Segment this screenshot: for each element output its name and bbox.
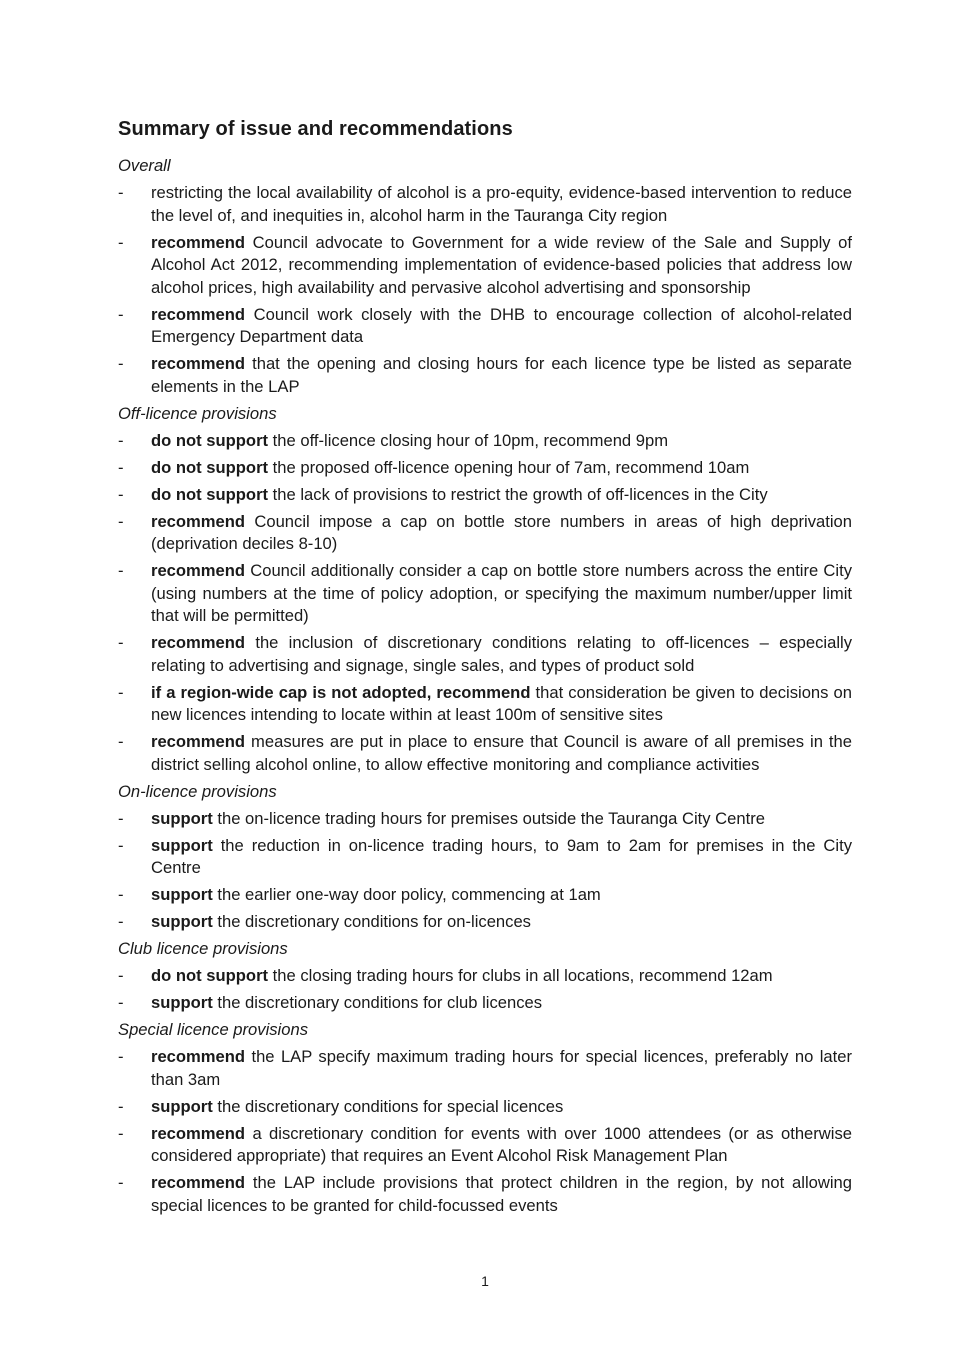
page-number: 1	[481, 1273, 489, 1289]
item-keyword: recommend	[151, 232, 246, 252]
item-text: the closing trading hours for clubs in all locations, recommend 12am	[268, 966, 773, 985]
list-item	[118, 1123, 852, 1168]
list-item	[118, 731, 852, 776]
item-text: the LAP include provisions that protect children in the region, by not allowing special licences to be granted for child-focussed events	[151, 1173, 852, 1215]
list-item	[118, 353, 852, 398]
item-keyword: support	[151, 912, 213, 931]
item-keyword: recommend	[151, 1047, 246, 1066]
list-item	[118, 682, 852, 727]
list-item	[118, 1172, 852, 1217]
list-item	[118, 457, 852, 480]
list-bullet: -	[118, 1096, 124, 1116]
list-bullet: -	[118, 484, 124, 504]
item-text: the discretionary conditions for club licences	[212, 993, 543, 1012]
list-bullet: -	[118, 808, 124, 828]
list-bullet: -	[118, 885, 124, 904]
section-heading: Club licence provisions	[118, 939, 288, 958]
list-bullet: -	[118, 232, 124, 252]
item-keyword: recommend	[151, 354, 246, 373]
section-heading: Overall	[118, 156, 171, 175]
list-bullet: -	[118, 183, 124, 202]
item-keyword: if a region-wide cap is not adopted, recommend	[151, 682, 531, 702]
list-item	[118, 511, 852, 556]
section-list	[118, 965, 852, 1015]
item-text: the lack of provisions to restrict the growth of off-licences in the City	[268, 484, 768, 504]
list-bullet: -	[118, 912, 124, 931]
item-text: that consideration be given to decisions on new licences intending to locate within at least 100m of sensitive sites	[151, 682, 852, 724]
item-text: Council work closely with the DHB to encourage collection of alcohol-related Emergency Department data	[151, 304, 852, 346]
item-keyword: support	[151, 1096, 213, 1116]
list-bullet: -	[118, 354, 124, 373]
item-keyword: recommend	[151, 1123, 246, 1143]
item-text: the proposed off-licence opening hour of 7am, recommend 10am	[268, 457, 750, 477]
section-heading: On-licence provisions	[118, 781, 277, 801]
list-item	[118, 484, 852, 507]
list-item	[118, 560, 852, 628]
item-text: a discretionary condition for events with over 1000 attendees (or as otherwise considered appropriate) that requires an Event Alcohol Risk Management Plan	[151, 1123, 852, 1165]
item-text: the discretionary conditions for special licences	[212, 1096, 564, 1116]
item-keyword: support	[151, 885, 213, 904]
item-text: Council advocate to Government for a wide review of the Sale and Supply of Alcohol Act 2012, recommending implementation of evidence-based policies that address low alcohol prices, high availability and pervasive alcohol advertising and sponsorship	[151, 232, 852, 297]
item-text: restricting the local availability of alcohol is a pro-equity, evidence-based intervention to reduce the level of, and inequities in, alcohol harm in the Tauranga City region	[151, 183, 852, 225]
item-text: the LAP specify maximum trading hours for special licences, preferably no later than 3am	[151, 1047, 852, 1089]
document-title: Summary of issue and recommendations	[118, 118, 513, 140]
item-keyword: support	[151, 808, 213, 828]
list-item	[118, 965, 852, 988]
list-bullet: -	[118, 1123, 124, 1143]
list-bullet: -	[118, 1047, 124, 1066]
item-keyword: do not support	[151, 966, 269, 985]
list-item	[118, 430, 852, 453]
list-bullet: -	[118, 682, 124, 702]
list-bullet: -	[118, 966, 124, 985]
item-text: the off-licence closing hour of 10pm, recommend 9pm	[268, 430, 669, 450]
list-bullet: -	[118, 633, 124, 652]
item-keyword: recommend	[151, 304, 246, 324]
list-item	[118, 992, 852, 1015]
document-body	[118, 155, 852, 1222]
list-bullet: -	[118, 304, 124, 324]
list-bullet: -	[118, 457, 124, 477]
section-list	[118, 808, 852, 934]
item-text: the earlier one-way door policy, commencing at 1am	[212, 885, 601, 904]
item-text: that the opening and closing hours for each licence type be listed as separate elements in the LAP	[151, 354, 852, 396]
item-text: Council impose a cap on bottle store numbers in areas of high deprivation (deprivation deciles 8-10)	[151, 511, 852, 553]
list-item	[118, 632, 852, 677]
item-keyword: recommend	[151, 511, 246, 531]
list-bullet: -	[118, 561, 124, 580]
item-text: Council additionally consider a cap on bottle store numbers across the entire City (using numbers at the time of policy adoption, or specifying the maximum number/upper limit that will be permitted)	[151, 561, 852, 625]
item-keyword: do not support	[151, 484, 269, 504]
item-keyword: do not support	[151, 430, 269, 450]
item-keyword: do not support	[151, 457, 269, 477]
section-list	[118, 1046, 852, 1217]
list-bullet: -	[118, 732, 124, 751]
item-keyword: recommend	[151, 732, 246, 751]
list-bullet: -	[118, 511, 124, 531]
item-keyword: recommend	[151, 1173, 246, 1192]
item-text: the discretionary conditions for on-licences	[212, 912, 531, 931]
list-item	[118, 1096, 852, 1119]
section-list	[118, 430, 852, 777]
section-heading: Off-licence provisions	[118, 403, 277, 423]
item-keyword: recommend	[151, 561, 246, 580]
list-item	[118, 835, 852, 880]
section-list	[118, 182, 852, 398]
list-item	[118, 808, 852, 831]
list-item	[118, 182, 852, 227]
list-item	[118, 1046, 852, 1091]
list-item	[118, 304, 852, 349]
list-bullet: -	[118, 430, 124, 450]
list-bullet: -	[118, 1173, 124, 1192]
list-bullet: -	[118, 835, 124, 855]
item-keyword: support	[151, 835, 213, 855]
item-text: the on-licence trading hours for premises outside the Tauranga City Centre	[212, 808, 765, 828]
item-text: the reduction in on-licence trading hours, to 9am to 2am for premises in the City Centre	[151, 835, 852, 877]
list-item	[118, 884, 852, 907]
item-text: measures are put in place to ensure that Council is aware of all premises in the district selling alcohol online, to allow effective monitoring and compliance activities	[151, 732, 852, 774]
list-bullet: -	[118, 993, 124, 1012]
item-keyword: support	[151, 993, 213, 1012]
item-text: the inclusion of discretionary conditions relating to off-licences – especially relating to advertising and signage, single sales, and types of product sold	[151, 633, 852, 675]
list-item	[118, 911, 852, 934]
list-item	[118, 232, 852, 300]
item-keyword: recommend	[151, 633, 246, 652]
section-heading: Special licence provisions	[118, 1020, 309, 1039]
